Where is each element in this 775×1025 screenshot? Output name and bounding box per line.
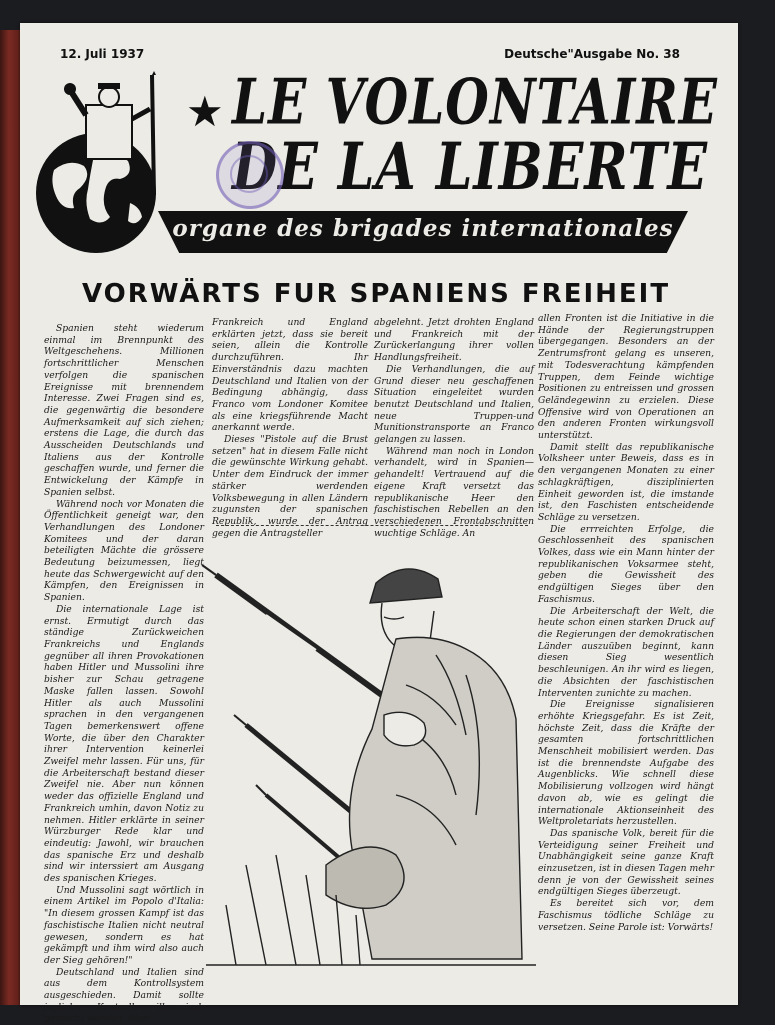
soldiers-with-rifles-illustration	[206, 535, 536, 975]
paragraph: Dieses "Pistole auf die Brust setzen" hat in diesem Falle nicht die gewünschte Wirkung gehabt. Unter dem Eindruck der immer stärker werdenden Volksbewegung in allen Ländern zugunsten der spanischen Republik, wurde der Antrag gegen die Antragsteller	[212, 434, 368, 539]
article-column-2	[212, 317, 368, 539]
paragraph: Die internationale Lage ist ernst. Ermutigt durch das ständige Zurückweichen Frankreichs und Englands gegnüber all ihren Provokationen haben Hitler und Mussolini ihre bisher zur Schau getragene Maske fallen lassen. Sowohl Hitler als auch Mussolini sprachen in den vergangenen Tagen bemerkenswert offene Worte, die über den Charakter ihrer Intervention keinerlei Zweifel mehr lassen. Für uns, für die Arbeiterschaft bestand dieser Zweifel nie. Aber nun können weder das offizielle England und Frankreich umhin, davon Notiz zu nehmen. Hitler erklärte in seiner Würzburger Rede klar und eindeutig: Jawohl, wir brauchen das spanische Erz und deshalb sind wir interssiert am Ausgang des spanischen Krieges.	[44, 603, 204, 885]
paragraph: Während man noch in London verhandelt, wird in Spanien—gehandelt! Vertrauend auf die eigene Kraft versetzt das republikanische Heer den faschistischen Rebellen an den verschiedenen Frontabschnitten wuchtige Schläge. An	[374, 445, 534, 539]
article-column-3	[374, 317, 534, 539]
article-column-4	[538, 313, 714, 933]
library-stamp-icon	[216, 141, 284, 209]
book-binding	[0, 30, 22, 1005]
paragraph: Und Mussolini sagt wörtlich in einem Artikel im Popolo d'Italia: "In diesem grossen Kampf ist das faschistische Italien nicht neutral gewesen, sondern es hat gekämpft und ihm wird also auch der Sieg gehören!"	[44, 884, 204, 966]
paragraph: allen Fronten ist die Initiative in die Hände der Regierungstruppen übergegangen. Besonders an der Zentrumsfront gelang es unseren, mit Todesverachtung kämpfenden Truppen, dem Feinde wichtige Positionen zu entreissen und grossen Geländegewinn zu erzielen. Diese Offensive wird von Operationen an den anderen Fronten wirkungsvoll unterstützt.	[538, 313, 714, 442]
masthead-subtitle: organe des brigades internationales	[172, 215, 674, 242]
paragraph: Das spanische Volk, bereit für die Verteidigung seiner Freiheit und Unabhängigkeit seine ganze Kraft einzusetzen, ist in diesen Tagen mehr denn je von der Gewissheit seines endgültigen Sieges überzeugt.	[538, 827, 714, 898]
paragraph: Die errreichten Erfolge, die Geschlossenheit des spanischen Volkes, dass wie ein Mann hinter der republikanischen Voksarmee steht, geben die Gewissheit des endgültigen Sieges über den Faschismus.	[538, 523, 714, 605]
masthead-title-line2: DE LA LIBERTE	[232, 128, 708, 205]
edition-number: Deutsche"Ausgabe No. 38	[504, 47, 680, 61]
paragraph: Die Ereignisse signalisieren erhöhte Kriegsgefahr. Es ist Zeit, höchste Zeit, dass die Kräfte der gesamten fortschrittlichen Menschheit mobilisiert werden. Das ist die brennendste Aufgabe des Augenblicks. Wie schnell diese Mobilisierung vollzogen wird hängt davon ab, wie es gelingt die internationale Aktionseinheit des Weltproletariats herzustellen.	[538, 699, 714, 828]
paragraph: Frankreich und England erklärten jetzt, dass sie bereit seien, allein die Kontrolle durchzuführen. Ihr Einverständnis dazu machten Deutschland und Italien von der Bedingung abhängig, dass Franco vom Londoner Komitee als eine kriegsführende Macht anerkannt werde.	[212, 317, 368, 434]
paragraph: Deutschland und Italien sind aus dem Kontrollsystem ausgeschieden. Damit sollte jegliche Kontrolle illusorisch gemacht werden. Aber	[44, 966, 204, 1025]
paragraph: Die Arbeiterschaft der Welt, die heute schon einen starken Druck auf die Regierungen der demokratischen Länder auszuüben beginnt, kann diesen Sieg wesentlich beschleunigen. An ihr wird es liegen, die Absichten der faschistischen Interventen zunichte zu machen.	[538, 605, 714, 699]
paragraph: Damit stellt das republikanische Volksheer unter Beweis, dass es in den vergangenen Monaten zu einer schlagkräftigen, disziplinierten Einheit geworden ist, die imstande ist, den Faschisten entscheidende Schläge zu versetzen.	[538, 441, 714, 523]
paragraph: Es bereitet sich vor, dem Faschismus tödliche Schläge zu versetzen. Seine Parole ist: Vorwärts!	[538, 898, 714, 933]
paragraph: Während noch vor Monaten die Öffentlichkeit geneigt war, den Verhandlungen des Londoner Komitees und der daran beteiligten Mächte die grössere Bedeutung beizumessen, liegt heute das Schwergewicht auf den Kämpfen, den Ereignissen in Spanien.	[44, 498, 204, 604]
star-icon: ★	[186, 87, 224, 136]
column-divider	[216, 525, 528, 526]
masthead-title-line1: LE VOLONTAIRE	[232, 64, 718, 139]
paragraph: abgelehnt. Jetzt drohten England und Frankreich mit der Zurückerlangung ihrer vollen Handlungsfreiheit.	[374, 317, 534, 364]
article-column-1	[44, 323, 204, 1025]
issue-date: 12. Juli 1937	[60, 47, 145, 61]
paragraph: Die Verhandlungen, die auf Grund dieser neu geschaffenen Situation eingeleitet wurden benutzt Deutschland und Italien, neue Truppen-und Munitionstransporte an Franco gelangen zu lassen.	[374, 363, 534, 446]
article-headline: VORWÄRTS FUR SPANIENS FREIHEIT	[81, 279, 671, 309]
paragraph: Spanien steht wiederum einmal im Brennpunkt des Weltgeschehens. Millionen fortschrittlicher Menschen verfolgen die spanischen Ereignisse mit brennendem Interesse. Zwei Fragen sind es, die gegenwärtig die besondere Aufmerksamkeit auf sich ziehen; erstens die Lage, die durch das Ausscheiden Deutschlands und Italiens aus der Kontrolle geschaffen wurde, und ferner die Entwickelung der Kämpfe in Spanien selbst.	[44, 323, 204, 498]
globe-soldier-emblem-icon	[34, 75, 184, 255]
newspaper-page	[20, 23, 738, 1025]
